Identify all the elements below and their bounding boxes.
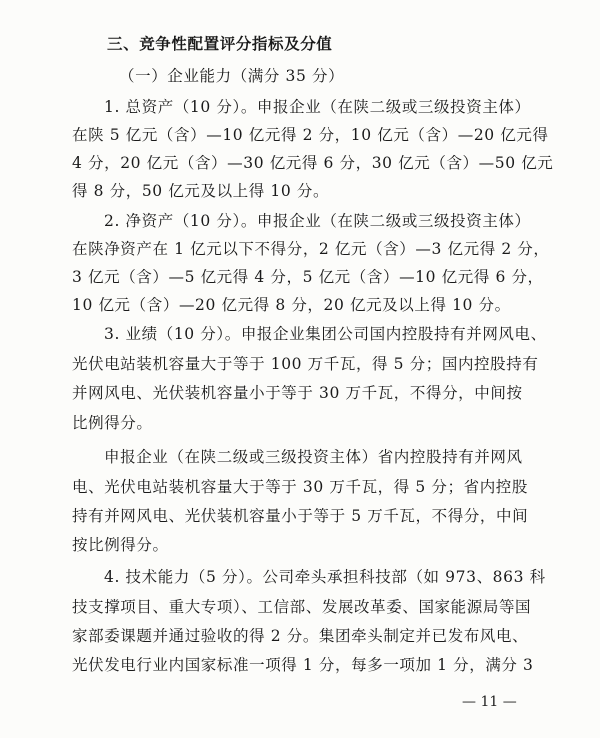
paragraph-line: 在陕 5 亿元（含）—10 亿元得 2 分，10 亿元（含）—20 亿元得	[72, 126, 549, 144]
section-title: 三、竞争性配置评分指标及分值	[107, 35, 333, 53]
paragraph-line: 光伏发电行业内国家标准一项得 1 分，每多一项加 1 分，满分 3	[72, 656, 534, 674]
paragraph-line: 持有并网风电、光伏装机容量小于等于 5 万千瓦，不得分，中间	[72, 507, 529, 525]
paragraph-line: 比例得分。	[72, 414, 153, 432]
paragraph-line: 4. 技术能力（5 分）。公司牵头承担科技部（如 973、863 科	[104, 568, 546, 586]
paragraph-line: 电、光伏电站装机容量大于等于 30 万千瓦，得 5 分；省内控股	[72, 478, 528, 496]
paragraph-line: 光伏电站装机容量大于等于 100 万千瓦，得 5 分；国内控股持有	[72, 355, 539, 373]
page-number: — 11 —	[462, 694, 517, 710]
paragraph-line: 技支撑项目、重大专项）、工信部、发展改革委、国家能源局等国	[72, 598, 532, 616]
paragraph-line: 按比例得分。	[72, 536, 169, 554]
paragraph-line: 并网风电、光伏装机容量小于等于 30 万千瓦，不得分，中间按	[72, 384, 523, 402]
paragraph-line: 1. 总资产（10 分）。申报企业（在陕二级或三级投资主体）	[104, 98, 531, 116]
paragraph-line: 3 亿元（含）—5 亿元得 4 分，5 亿元（含）—10 亿元得 6 分，	[72, 268, 544, 286]
paragraph-line: 10 亿元（含）—20 亿元得 8 分，20 亿元及以上得 10 分。	[72, 296, 511, 314]
paragraph-line: 4 分，20 亿元（含）—30 亿元得 6 分，30 亿元（含）—50 亿元	[72, 154, 554, 172]
paragraph-line: 在陕净资产在 1 亿元以下不得分，2 亿元（含）—3 亿元得 2 分，	[72, 240, 550, 258]
paragraph-line: 得 8 分，50 亿元及以上得 10 分。	[72, 182, 330, 200]
paragraph-line: 3. 业绩（10 分）。申报企业集团公司国内控股持有并网风电、	[104, 325, 547, 343]
paragraph-line: 家部委课题并通过验收的得 2 分。集团牵头制定并已发布风电、	[72, 627, 529, 645]
subsection-title: （一）企业能力（满分 35 分）	[119, 67, 345, 85]
paragraph-line: 申报企业（在陕二级或三级投资主体）省内控股持有并网风	[104, 448, 523, 466]
paragraph-line: 2. 净资产（10 分）。申报企业（在陕二级或三级投资主体）	[104, 212, 531, 230]
